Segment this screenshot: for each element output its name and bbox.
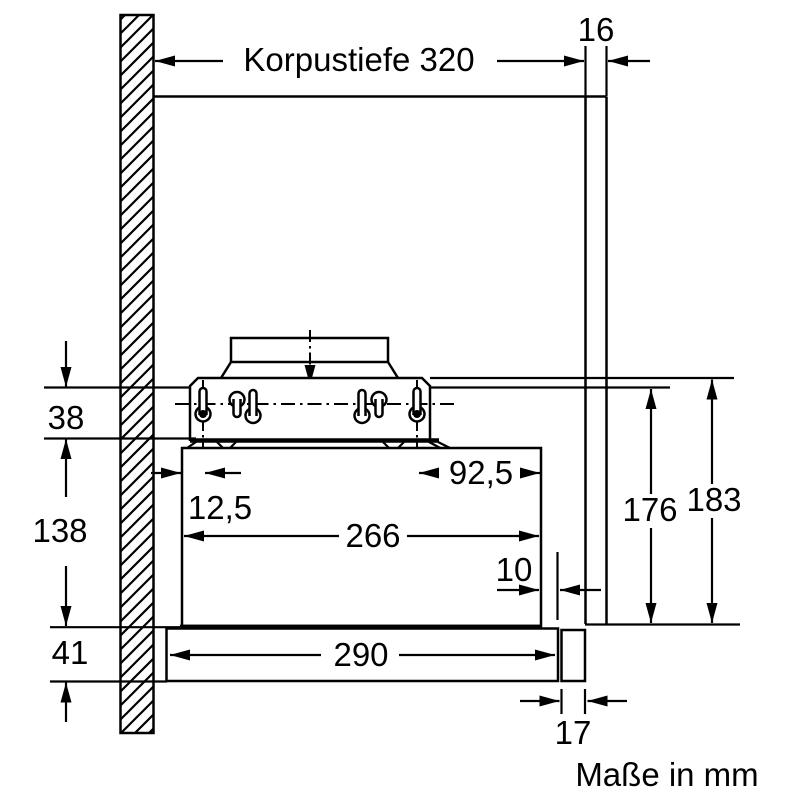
dim-korpustiefe-label: Korpustiefe 320 [243,41,475,78]
dim-16 [578,11,650,61]
dim-183-label: 183 [686,481,742,518]
wall-hatch [121,15,154,733]
dim-10-label: 10 [495,551,533,588]
dim-266-label: 266 [345,517,401,554]
dim-290-label: 290 [333,636,389,673]
dim-41 [50,627,182,722]
dim-138-label: 138 [32,512,88,549]
dim-17-label: 17 [554,714,592,751]
units-note: Maße in mm [575,756,759,793]
dim-17 [520,689,627,751]
dim-16-label: 16 [577,11,615,48]
duct-flare-left [221,362,231,378]
dim-92-5-label: 92,5 [448,454,514,491]
duct-flare-right [388,362,398,378]
mounting-plate-outline [190,378,430,441]
front-strip [562,630,586,681]
dim-korpustiefe [155,41,607,96]
wall-section [121,15,154,733]
dim-138 [32,512,87,626]
dim-41-label: 41 [51,634,89,671]
dim-12-5-label: 12,5 [187,489,253,526]
dim-176-label: 176 [622,491,678,528]
dim-38-label: 38 [47,399,85,436]
